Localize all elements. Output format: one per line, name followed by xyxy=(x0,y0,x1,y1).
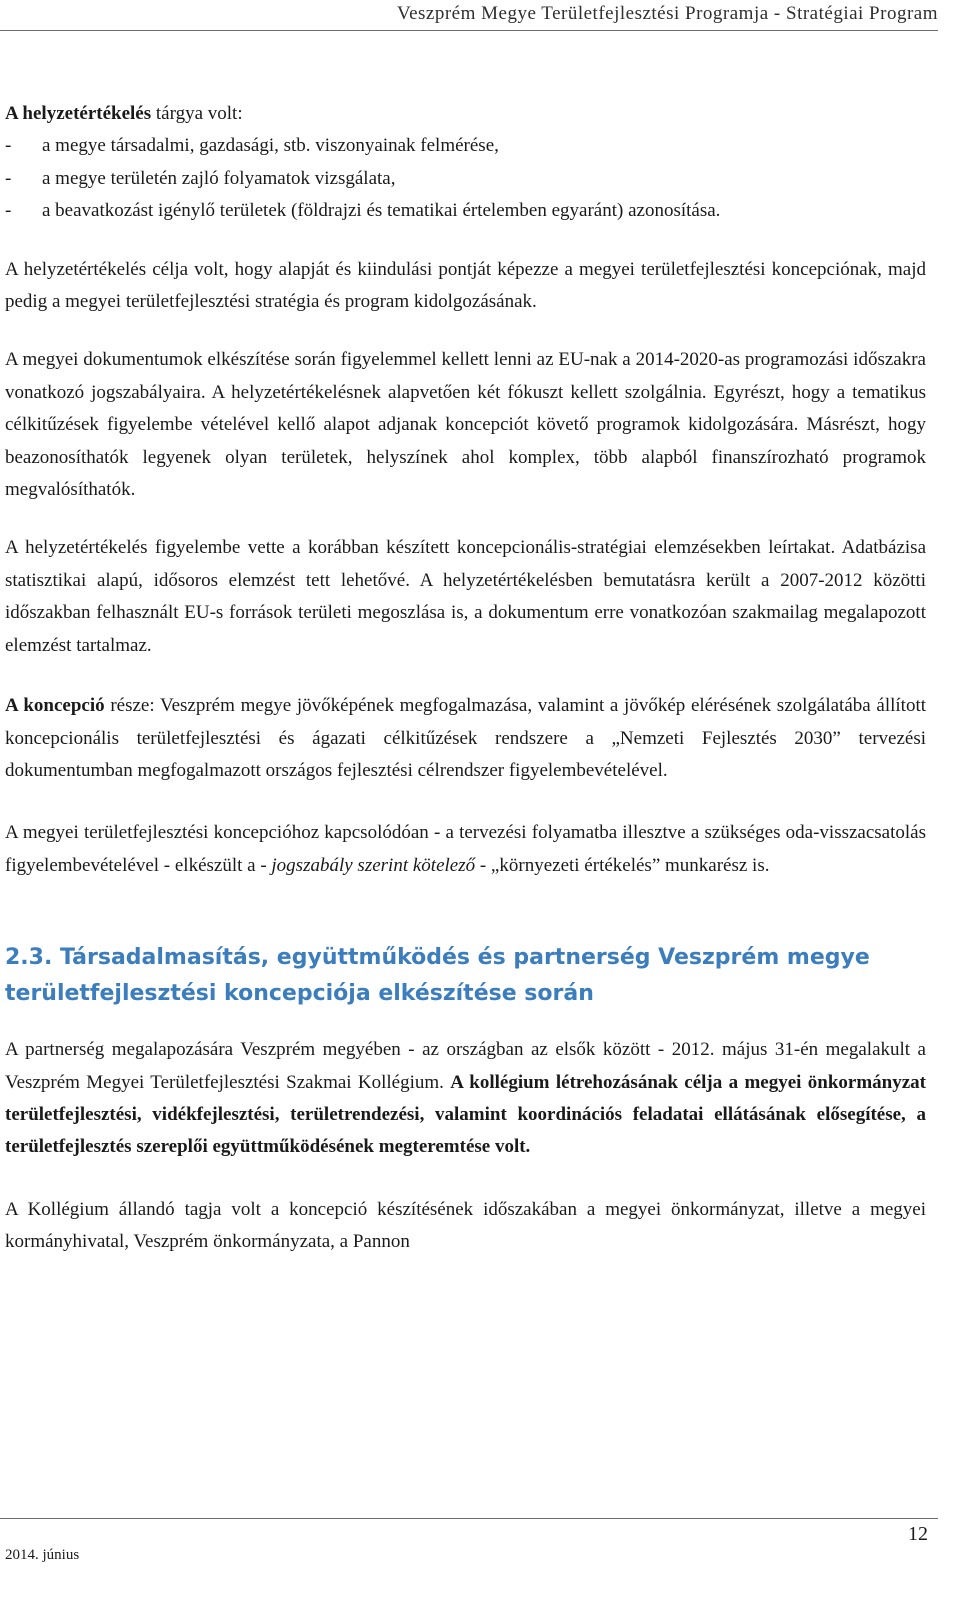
paragraph-intro xyxy=(5,98,926,130)
list-item xyxy=(5,195,926,227)
paragraph-text: része: Veszprém megye jövőképének megfogalmazása, valamint a jövőkép elérésének szolgálatába állított koncepcionális területfejlesztési és ágazati célkitűzések rendszere a „Nemzeti Fejlesztés 2030” tervezési dokumentumban megfogalmazott országos fejlesztési célrendszer figyelembevételével. xyxy=(5,695,926,781)
page-header xyxy=(0,0,938,31)
section-heading: 2.3. Társadalmasítás, együttműködés és partnerség Veszprém megye területfejlesztési koncepciója elkészítése során xyxy=(5,945,870,1007)
paragraph-partnership xyxy=(5,1034,926,1164)
list-dash: - xyxy=(5,167,12,189)
italic-text: jogszabály szerint kötelező xyxy=(271,854,476,876)
list-item-text: a megye társadalmi, gazdasági, stb. viszonyainak felmérése, xyxy=(42,135,499,157)
footer-date: 2014. június xyxy=(5,1547,80,1563)
list-dash: - xyxy=(5,200,12,222)
list-item-text: a megye területén zajló folyamatok vizsgálata, xyxy=(42,167,396,189)
header-title: Veszprém Megye Területfejlesztési Programja - Stratégiai Program xyxy=(396,3,938,24)
assessment-list xyxy=(5,130,926,227)
bold-term: A koncepció xyxy=(5,695,105,717)
paragraph-purpose: A helyzetértékelés célja volt, hogy alapját és kiindulási pontját képezze a megyei területfejlesztési koncepciónak, majd pedig a megyei területfejlesztési stratégia és program kidolgozásának. xyxy=(5,258,926,313)
document-body xyxy=(5,98,926,1259)
list-item xyxy=(5,163,926,195)
paragraph-analysis: A helyzetértékelés figyelembe vette a korábban készített koncepcionális-stratégiai elemzésekben leírtakat. Adatbázisa statisztikai alapú, idősoros elemzést tett lehetővé. A helyzetértékelésben bemutatásra került a 2007-2012 közötti időszakban felhasznált EU-s források területi megoszlása is, a dokumentum erre vonatkozóan szakmailag megalapozott elemzést tartalmaz. xyxy=(5,537,926,656)
paragraph-text: - „környezeti értékelés” munkarész is. xyxy=(475,854,770,876)
bold-term: A helyzetértékelés xyxy=(5,103,152,124)
bold-text: A kollégium létrehozásának célja a megyei önkormányzat területfejlesztési, vidékfejlesztési, területrendezési, valamint koordinációs feladatai ellátásának elősegítése, a területfejlesztés szereplői együttműködésének megteremtése volt. xyxy=(5,1071,926,1158)
paragraph-text: A megyei területfejlesztési koncepcióhoz kapcsolódóan - a tervezési folyamatba illesztve a szükséges oda-visszacsatolás figyelembevételével - elkészült a - xyxy=(5,822,926,876)
page-footer xyxy=(0,1518,938,1618)
paragraph-documents: A megyei dokumentumok elkészítése során figyelemmel kellett lenni az EU-nak a 2014-2020-as programozási időszakra vonatkozó jogszabályaira. A helyzetértékelésnek alapvetően két fókuszt kellett szolgálnia. Egyrészt, hogy a tematikus célkitűzések figyelembe vételével kellő alapot adjanak koncepciót követő programok kidolgozására. Másrészt, hogy beazonosíthatók legyenek olyan területek, helyszínek ahol komplex, több alapból finanszírozható programok megvalósíthatók. xyxy=(5,349,926,501)
paragraph-text: A partnerség megalapozására Veszprém megyében - az országban az elsők között - 2012. május 31-én megalakult a Veszprém Megyei Területfejlesztési Szakmai Kollégium. xyxy=(5,1039,926,1093)
list-dash: - xyxy=(5,135,12,157)
page-number: 12 xyxy=(908,1523,928,1545)
paragraph-concept xyxy=(5,690,926,787)
list-item xyxy=(5,130,926,162)
paragraph-college: A Kollégium állandó tagja volt a koncepció készítésének időszakában a megyei önkormányzat, illetve a megyei kormányhivatal, Veszprém önkormányzata, a Pannon xyxy=(5,1198,926,1253)
paragraph-text: tárgya volt: xyxy=(151,103,243,124)
paragraph-environmental xyxy=(5,817,926,882)
list-item-text: a beavatkozást igénylő területek (földrajzi és tematikai értelemben egyaránt) azonosítása. xyxy=(42,200,721,222)
